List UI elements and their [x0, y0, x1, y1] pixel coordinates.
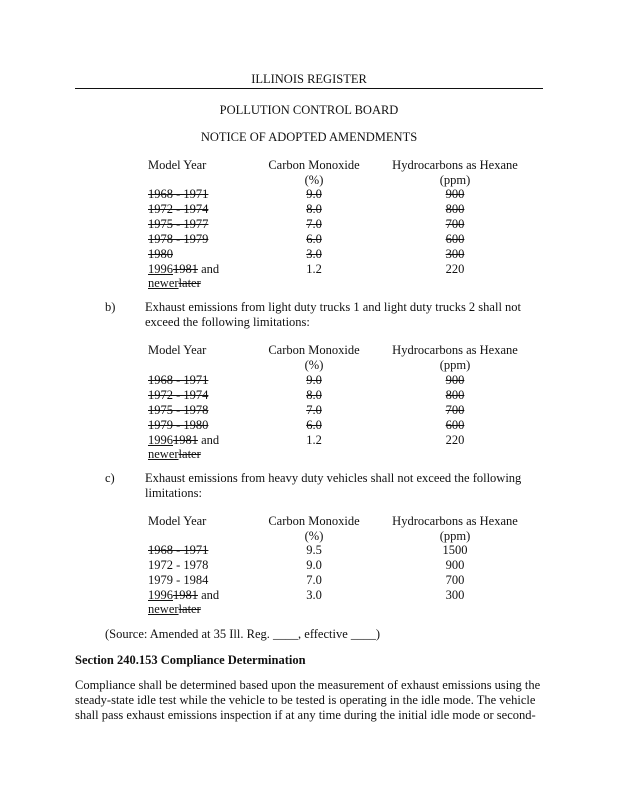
register-title: ILLINOIS REGISTER	[251, 72, 367, 86]
section-body-line-1: Compliance shall be determined based upon the measurement of exhaust emissions using the	[75, 678, 541, 692]
section-c-text-2: limitations:	[145, 486, 202, 500]
board-title: POLLUTION CONTROL BOARD	[219, 103, 399, 117]
section-heading: Section 240.153 Compliance Determination	[75, 653, 306, 667]
model-year-header: Model Year	[148, 158, 207, 172]
source-note: (Source: Amended at 35 Ill. Reg. ____, effective ____)	[105, 627, 381, 641]
section-body-line-2: steady-state idle test while the vehicle to be tested is operating in the idle mode. The vehicle	[75, 693, 536, 707]
section-b-text-2: exceed the following limitations:	[145, 315, 310, 329]
hc-header: Hydrocarbons as Hexane (ppm)	[392, 158, 518, 187]
section-b-text: Exhaust emissions from light duty trucks 1 and light duty trucks 2 shall not	[145, 300, 522, 314]
section-c-letter: c)	[105, 471, 115, 485]
section-b-letter: b)	[105, 300, 116, 314]
header-rule	[75, 88, 543, 89]
section-body-line-3: shall pass exhaust emissions inspection if at any time during the initial idle mode or second-	[75, 708, 536, 722]
section-c-text: Exhaust emissions from heavy duty vehicles shall not exceed the following	[145, 471, 522, 485]
notice-title: NOTICE OF ADOPTED AMENDMENTS	[200, 130, 418, 144]
co-header: Carbon Monoxide (%)	[268, 158, 360, 187]
